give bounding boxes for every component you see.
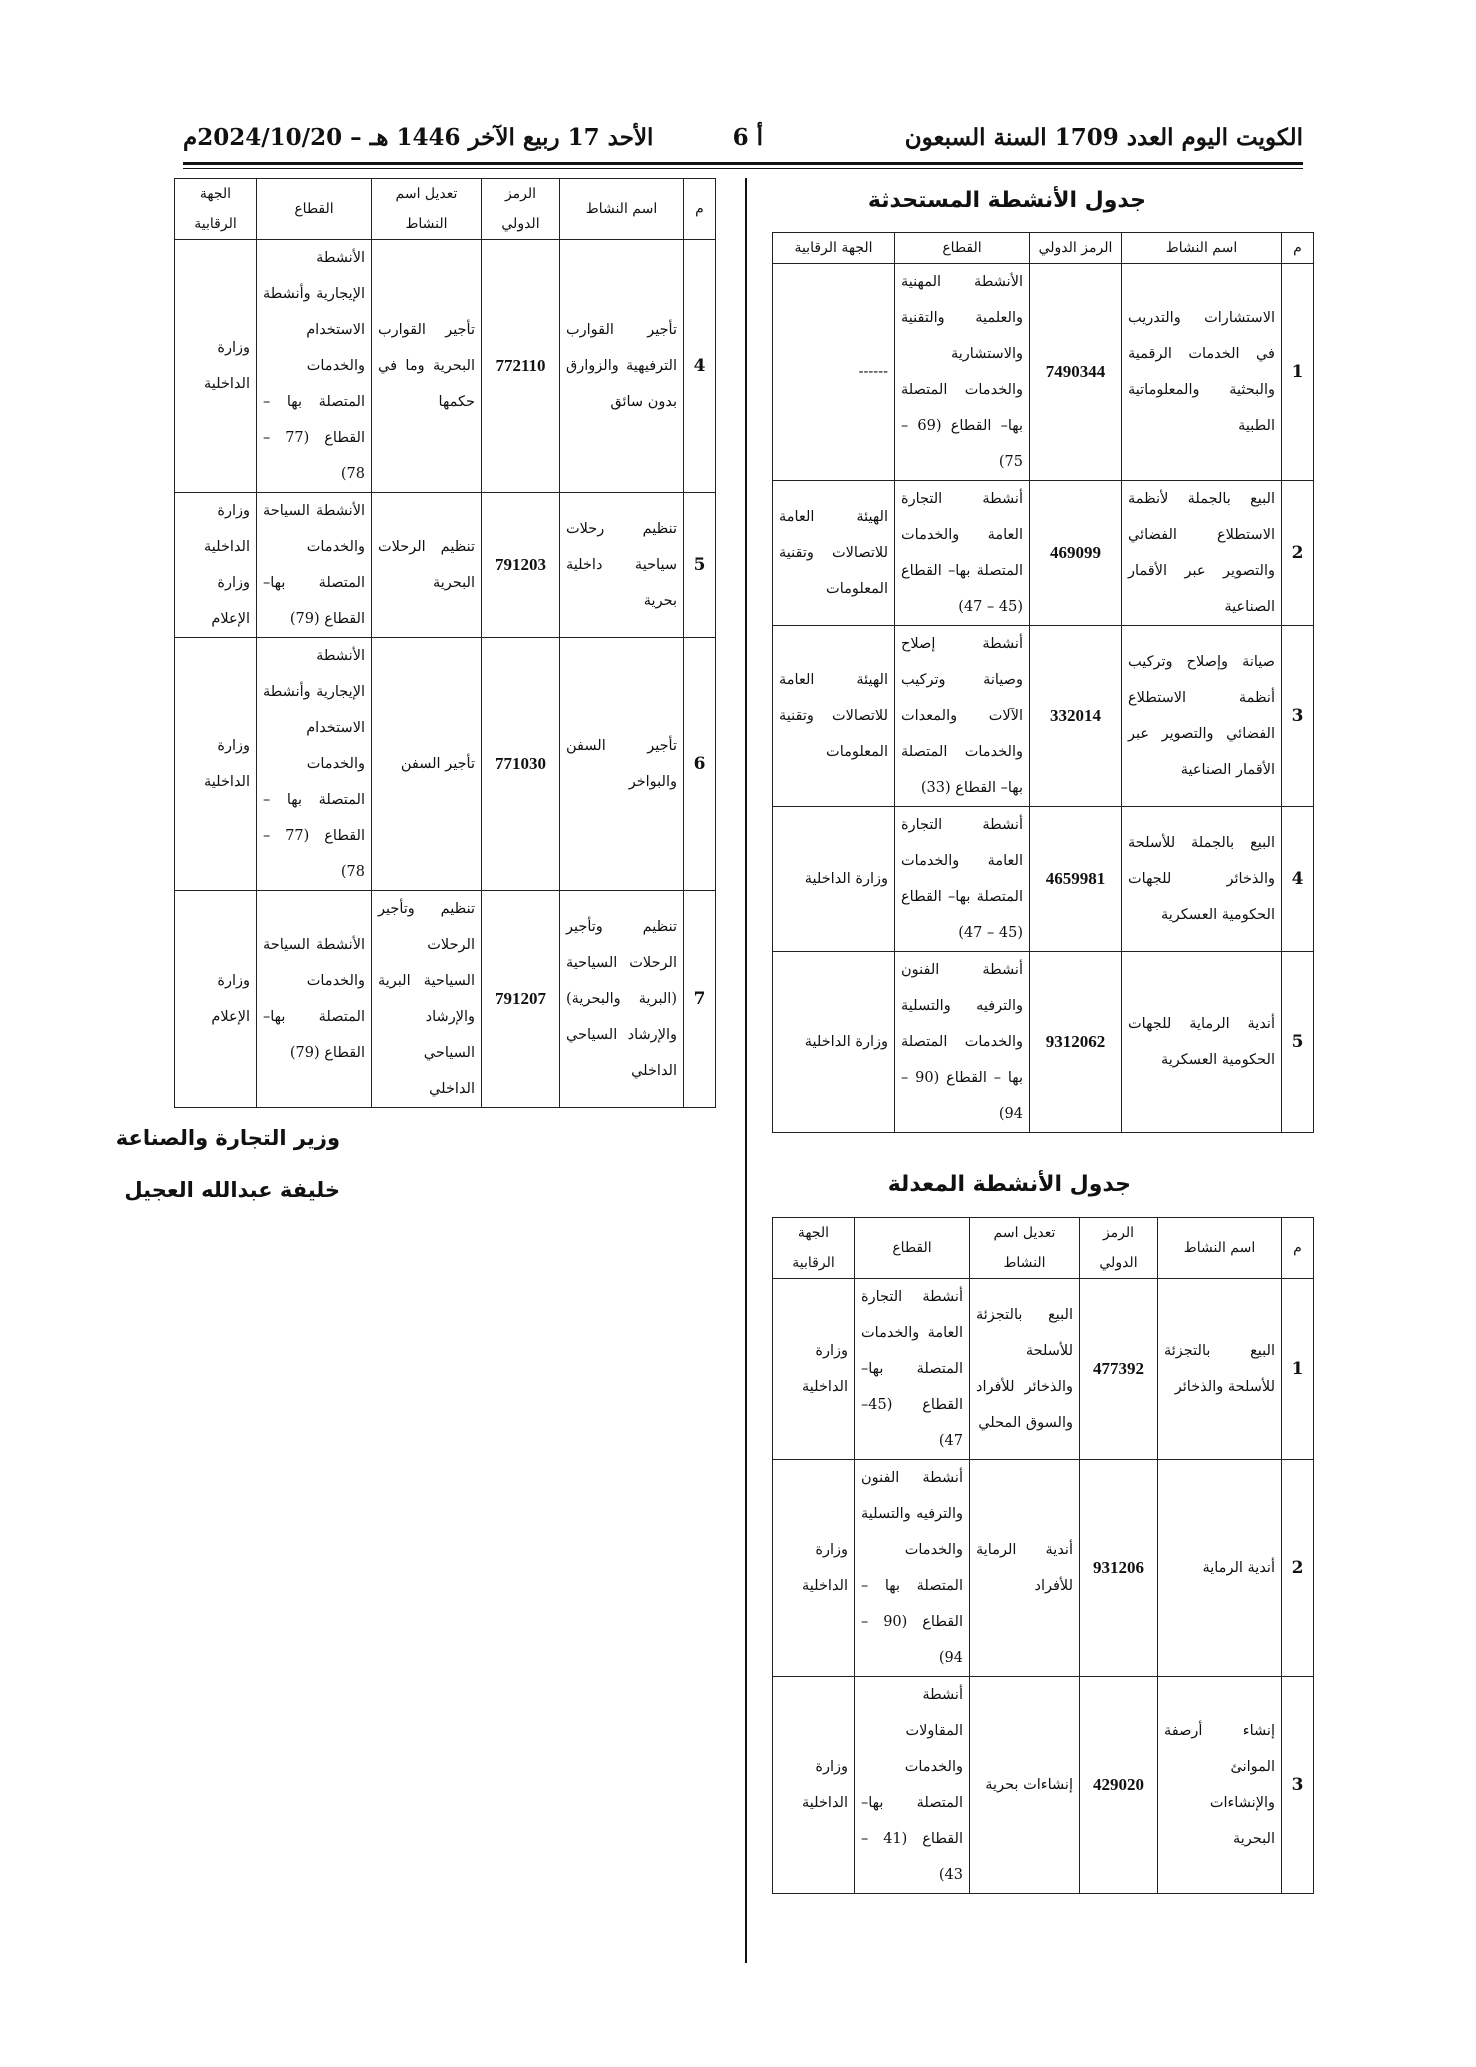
cell-no: 6 <box>684 638 716 891</box>
cell-authority: وزارة الداخلية <box>773 1677 855 1894</box>
cell-sector: أنشطة الفنون والترفيه والتسلية والخدمات المتصلة بها – القطاع (90 – 94) <box>855 1460 970 1677</box>
cell-intl-code: 771030 <box>482 638 560 891</box>
cell-activity-name: أندية الرماية للجهات الحكومية العسكرية <box>1122 952 1282 1133</box>
modified-activities-title: جدول الأنشطة المعدلة <box>887 1172 1131 1197</box>
cell-activity-name: أندية الرماية <box>1158 1460 1282 1677</box>
cell-modified-name: أندية الرماية للأفراد <box>970 1460 1080 1677</box>
cell-authority: وزارة الداخلية <box>773 1279 855 1460</box>
cell-authority: الهيئة العامة للاتصالات وتقنية المعلومات <box>773 481 895 626</box>
cell-sector: الأنشطة المهنية والعلمية والتقنية والاستشارية والخدمات المتصلة بها– القطاع (69 – 75) <box>895 264 1030 481</box>
col-header-name: اسم النشاط <box>1122 233 1282 264</box>
cell-sector: أنشطة التجارة العامة والخدمات المتصلة بها– القطاع (45 – 47) <box>895 807 1030 952</box>
col-header-name: اسم النشاط <box>1158 1218 1282 1279</box>
cell-no: 5 <box>1282 952 1314 1133</box>
cell-modified-name: تأجير السفن <box>372 638 482 891</box>
cell-intl-code: 791207 <box>482 891 560 1108</box>
col-header-name: اسم النشاط <box>560 179 684 240</box>
cell-no: 4 <box>1282 807 1314 952</box>
cell-authority: وزارة الداخلية وزارة الإعلام <box>175 493 257 638</box>
cell-activity-name: تأجير السفن والبواخر <box>560 638 684 891</box>
header-rule <box>183 162 1303 165</box>
cell-activity-name: تنظيم رحلات سياحية داخلية بحرية <box>560 493 684 638</box>
table-row <box>773 1279 1314 1460</box>
cell-authority: ------ <box>773 264 895 481</box>
col-header-code: الرمز الدولي <box>1080 1218 1158 1279</box>
cell-no: 3 <box>1282 626 1314 807</box>
cell-no: 2 <box>1282 1460 1314 1677</box>
cell-intl-code: 477392 <box>1080 1279 1158 1460</box>
cell-sector: أنشطة المقاولات والخدمات المتصلة بها– القطاع (41 – 43) <box>855 1677 970 1894</box>
cell-sector: الأنشطة الإيجارية وأنشطة الاستخدام والخدمات المتصلة بها – القطاع (77 – 78) <box>257 240 372 493</box>
cell-no: 3 <box>1282 1677 1314 1894</box>
cell-activity-name: صيانة وإصلاح وتركيب أنظمة الاستطلاع الفضائي والتصوير عبر الأقمار الصناعية <box>1122 626 1282 807</box>
table-row <box>773 626 1314 807</box>
col-header-no: م <box>1282 1218 1314 1279</box>
cell-no: 7 <box>684 891 716 1108</box>
cell-intl-code: 332014 <box>1030 626 1122 807</box>
signature-title: وزير التجارة والصناعة <box>115 1126 340 1150</box>
column-divider <box>745 178 747 1963</box>
cell-sector: الأنشطة السياحة والخدمات المتصلة بها– القطاع (79) <box>257 493 372 638</box>
cell-intl-code: 4659981 <box>1030 807 1122 952</box>
cell-no: 1 <box>1282 264 1314 481</box>
col-header-no: م <box>684 179 716 240</box>
table-row <box>773 264 1314 481</box>
table-row <box>175 493 716 638</box>
signature-name: خليفة عبدالله العجيل <box>124 1178 340 1202</box>
col-header-sector: القطاع <box>257 179 372 240</box>
cell-intl-code: 469099 <box>1030 481 1122 626</box>
cell-authority: وزارة الداخلية <box>175 240 257 493</box>
cell-sector: الأنشطة الإيجارية وأنشطة الاستخدام والخدمات المتصلة بها – القطاع (77 – 78) <box>257 638 372 891</box>
cell-activity-name: إنشاء أرصفة الموانئ والإنشاءات البحرية <box>1158 1677 1282 1894</box>
cell-activity-name: الاستشارات والتدريب في الخدمات الرقمية والبحثية والمعلوماتية الطبية <box>1122 264 1282 481</box>
cell-intl-code: 931206 <box>1080 1460 1158 1677</box>
table-header-row <box>773 233 1314 264</box>
cell-modified-name: إنشاءات بحرية <box>970 1677 1080 1894</box>
col-header-code: الرمز الدولي <box>1030 233 1122 264</box>
col-header-modified-name: تعديل اسم النشاط <box>970 1218 1080 1279</box>
cell-no: 2 <box>1282 481 1314 626</box>
col-header-no: م <box>1282 233 1314 264</box>
cell-intl-code: 429020 <box>1080 1677 1158 1894</box>
table-row <box>773 1460 1314 1677</box>
table-row <box>773 807 1314 952</box>
cell-activity-name: تنظيم وتأجير الرحلات السياحية (البرية والبحرية) والإرشاد السياحي الداخلي <box>560 891 684 1108</box>
cell-authority: الهيئة العامة للاتصالات وتقنية المعلومات <box>773 626 895 807</box>
cell-authority: وزارة الإعلام <box>175 891 257 1108</box>
table-row <box>773 481 1314 626</box>
col-header-authority: الجهة الرقابية <box>773 1218 855 1279</box>
cell-intl-code: 9312062 <box>1030 952 1122 1133</box>
new-activities-table <box>772 232 1314 1133</box>
cell-no: 4 <box>684 240 716 493</box>
col-header-sector: القطاع <box>895 233 1030 264</box>
table-row <box>773 1677 1314 1894</box>
cell-sector: أنشطة التجارة العامة والخدمات المتصلة بها– القطاع (45– 47) <box>855 1279 970 1460</box>
cell-activity-name: البيع بالجملة لأنظمة الاستطلاع الفضائي والتصوير عبر الأقمار الصناعية <box>1122 481 1282 626</box>
cell-activity-name: البيع بالتجزئة للأسلحة والذخائر <box>1158 1279 1282 1460</box>
new-activities-title: جدول الأنشطة المستحدثة <box>867 188 1146 213</box>
cell-modified-name: البيع بالتجزئة للأسلحة والذخائر للأفراد والسوق المحلي <box>970 1279 1080 1460</box>
col-header-authority: الجهة الرقابية <box>175 179 257 240</box>
cell-intl-code: 772110 <box>482 240 560 493</box>
cell-sector: أنشطة إصلاح وصيانة وتركيب الآلات والمعدات والخدمات المتصلة بها– القطاع (33) <box>895 626 1030 807</box>
col-header-authority: الجهة الرقابية <box>773 233 895 264</box>
cell-sector: الأنشطة السياحة والخدمات المتصلة بها– القطاع (79) <box>257 891 372 1108</box>
cell-authority: وزارة الداخلية <box>773 952 895 1133</box>
table-header-row <box>773 1218 1314 1279</box>
cell-modified-name: تنظيم وتأجير الرحلات السياحية البرية والإرشاد السياحي الداخلي <box>372 891 482 1108</box>
cell-authority: وزارة الداخلية <box>773 1460 855 1677</box>
cell-authority: وزارة الداخلية <box>773 807 895 952</box>
table-row <box>175 891 716 1108</box>
cell-modified-name: تأجير القوارب البحرية وما في حكمها <box>372 240 482 493</box>
cell-sector: أنشطة التجارة العامة والخدمات المتصلة بها– القطاع (45 – 47) <box>895 481 1030 626</box>
cell-intl-code: 7490344 <box>1030 264 1122 481</box>
table-row <box>175 240 716 493</box>
table-header-row <box>175 179 716 240</box>
cell-authority: وزارة الداخلية <box>175 638 257 891</box>
table-row <box>175 638 716 891</box>
cell-modified-name: تنظيم الرحلات البحرية <box>372 493 482 638</box>
col-header-sector: القطاع <box>855 1218 970 1279</box>
cell-activity-name: البيع بالجملة للأسلحة والذخائر للجهات الحكومية العسكرية <box>1122 807 1282 952</box>
modified-activities-table <box>772 1217 1314 1894</box>
cell-no: 1 <box>1282 1279 1314 1460</box>
page-header <box>183 118 1303 158</box>
page-number: أ 6 <box>732 124 763 151</box>
publication-title: الكويت اليوم العدد 1709 السنة السبعون <box>904 124 1303 151</box>
cell-sector: أنشطة الفنون والترفيه والتسلية والخدمات المتصلة بها – القطاع (90 – 94) <box>895 952 1030 1133</box>
modified-activities-table-continued <box>174 178 716 1108</box>
col-header-code: الرمز الدولي <box>482 179 560 240</box>
issue-date: الأحد 17 ربيع الآخر 1446 هـ – 2024/10/20م <box>183 124 654 151</box>
header-rule-thin <box>183 168 1303 169</box>
cell-activity-name: تأجير القوارب الترفيهية والزوارق بدون سائق <box>560 240 684 493</box>
cell-no: 5 <box>684 493 716 638</box>
col-header-modified-name: تعديل اسم النشاط <box>372 179 482 240</box>
cell-intl-code: 791203 <box>482 493 560 638</box>
table-row <box>773 952 1314 1133</box>
